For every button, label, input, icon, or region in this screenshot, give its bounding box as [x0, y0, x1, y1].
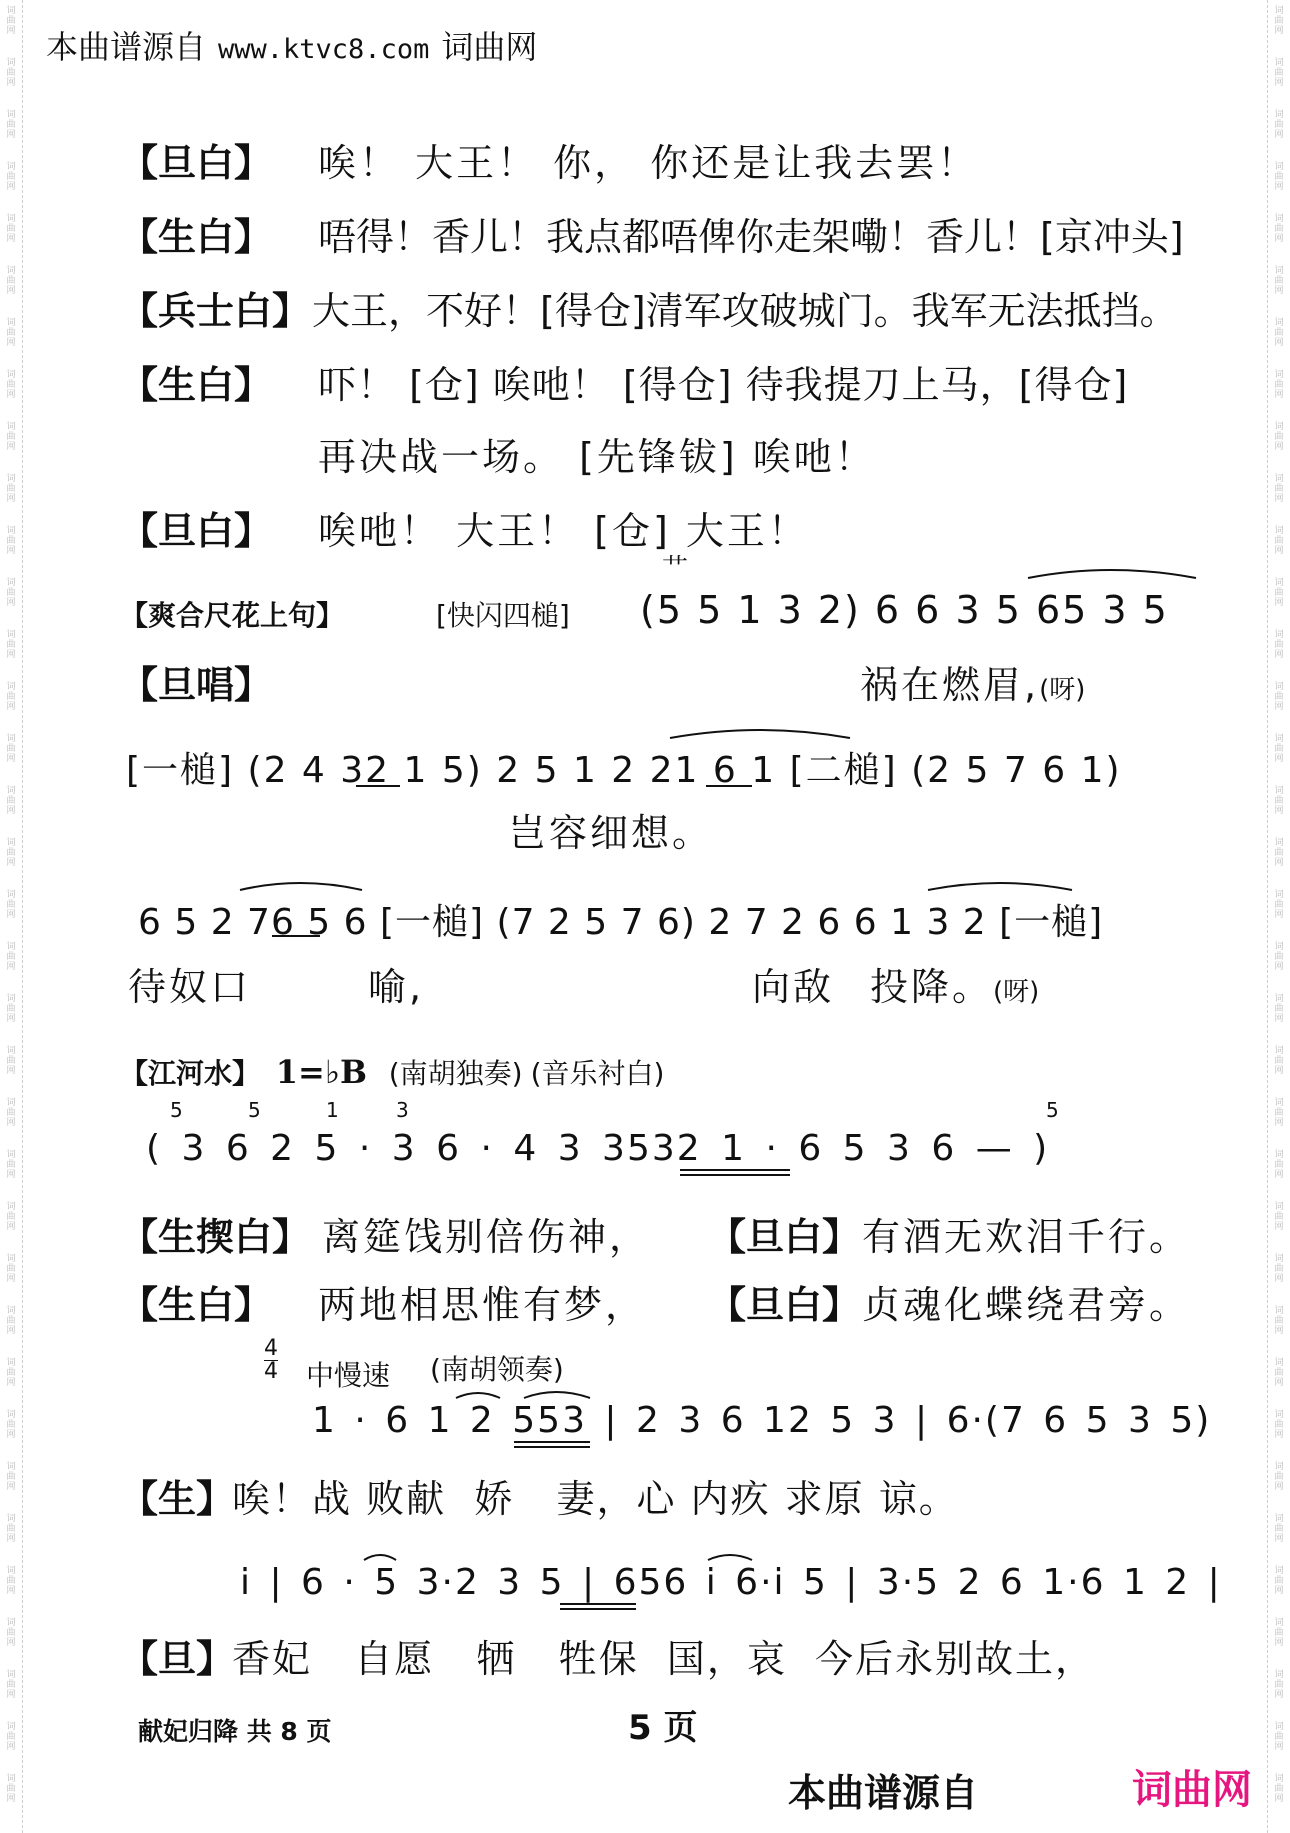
watermark-text: 词 曲 网	[1274, 994, 1284, 1024]
dialogue-text: 吓！ [仓] 唉吔！ [得仓] 待我提刀上马，[得仓]	[318, 363, 1129, 407]
tempo-marking: 中慢速	[306, 1359, 391, 1392]
dialogue-text: 唉吔！ 大王！ [仓] 大王！	[318, 509, 809, 553]
dialogue-text: 两地相思惟有梦，	[318, 1283, 647, 1327]
watermark-text: 词 曲 网	[1274, 214, 1284, 244]
watermark-text: 词 曲 网	[6, 1410, 16, 1440]
dialogue-text: 贞魂化蝶绕君旁。	[862, 1283, 1191, 1327]
watermark-text: 词 曲 网	[6, 1566, 16, 1596]
dialogue-text: 离筵饯别倍伤神，	[322, 1215, 651, 1259]
watermark-text: 词 曲 网	[1274, 1566, 1284, 1596]
slur-mark	[456, 1393, 500, 1398]
watermark-text: 词 曲 网	[1274, 890, 1284, 920]
key-signature: 1=♭B	[275, 1053, 367, 1091]
watermark-text: 词 曲 网	[1274, 1358, 1284, 1388]
watermark-text: 词 曲 网	[1274, 1618, 1284, 1648]
watermark-text: 词 曲 网	[1274, 838, 1284, 868]
instrument-note: (南胡独奏)	[388, 1057, 523, 1090]
watermark-text: 词 曲 网	[6, 1046, 16, 1076]
watermark-text: 词 曲 网	[1274, 1462, 1284, 1492]
watermark-text: 词 曲 网	[6, 1098, 16, 1128]
jianpu-notes: i | 6 · 5 3·2 3 5 | 656 i 6·i 5 | 3·5 2 6 1·6 1 2 |	[240, 1562, 1222, 1603]
watermark-text: 词 曲 网	[1274, 1514, 1284, 1544]
jianpu-notes: (5 5 1 3 2) 6 6 3 5 65 3 5	[640, 588, 1169, 632]
watermark-text: 词 曲 网	[1274, 1202, 1284, 1232]
jianpu-notes: ( 3 6 2 5 · 3 6 · 4 3 3532 1 · 6 5 3 6 — )	[146, 1128, 1050, 1169]
watermark-text: 词 曲 网	[6, 578, 16, 608]
watermark-text: 词 曲 网	[6, 474, 16, 504]
watermark-text: 词 曲 网	[6, 110, 16, 140]
lyric-segment: 向敌	[752, 965, 835, 1009]
role-label: 【兵士白】	[120, 289, 311, 333]
watermark-text: 词 曲 网	[6, 890, 16, 920]
role-label: 【生白】	[120, 1283, 273, 1327]
watermark-text: 词 曲 网	[6, 1306, 16, 1336]
role-label: 【旦白】	[120, 141, 273, 185]
watermark-text: 词 曲 网	[1274, 1774, 1284, 1804]
slur-mark	[928, 883, 1072, 890]
sanban-mark: 艹	[662, 554, 689, 584]
role-label: 【旦白】	[708, 1215, 861, 1259]
lyric-line: 祸在燃眉,(呀)	[860, 663, 1086, 707]
watermark-text: 词 曲 网	[1274, 422, 1284, 452]
watermark-text: 词 曲 网	[1274, 1098, 1284, 1128]
watermark-text: 词 曲 网	[6, 1774, 16, 1804]
dialogue-text: 大王，不好！[得仓]清军攻破城门。我军无法抵挡。	[312, 289, 1178, 333]
footer-source-label: 本曲谱源自	[788, 1771, 979, 1815]
slur-mark	[1028, 570, 1196, 578]
lyric-line: 香妃 自愿 牺 牲保 国，哀 今后永别故土，	[232, 1637, 1096, 1681]
tempo-note: (南胡领奏)	[430, 1353, 564, 1386]
jianpu-notes: 1 · 6 1 2 553 | 2 3 6 12 5 3 | 6·(7 6 5 3 5)	[312, 1400, 1212, 1441]
watermark-text: 词 曲 网	[1274, 630, 1284, 660]
grace-note: 3	[396, 1098, 409, 1122]
watermark-text: 词 曲 网	[6, 6, 16, 36]
watermark-text: 词 曲 网	[1274, 1150, 1284, 1180]
page-number: 5 页	[628, 1708, 698, 1748]
watermark-text: 词 曲 网	[6, 1202, 16, 1232]
watermark-text: 词 曲 网	[1274, 682, 1284, 712]
lyric-line: 唉！战 败献 娇 妻，心 内疚 求原 谅。	[232, 1477, 959, 1521]
watermark-text: 词 曲 网	[6, 162, 16, 192]
watermark-text: 词 曲 网	[6, 526, 16, 556]
dialogue-text: 唉！ 大王！ 你， 你还是让我去罢！	[318, 141, 979, 185]
grace-note: 5	[1046, 1098, 1059, 1122]
slur-mark	[524, 1392, 590, 1398]
watermark-text: 词 曲 网	[6, 1670, 16, 1700]
dialogue-text: 再决战一场。 [先锋钹] 唉吔！	[318, 435, 876, 479]
watermark-text: 词 曲 网	[1274, 578, 1284, 608]
watermark-text: 词 曲 网	[6, 370, 16, 400]
tune-name: 【爽合尺花上句】	[120, 599, 345, 632]
watermark-text: 词 曲 网	[6, 58, 16, 88]
watermark-text: 词 曲 网	[1274, 370, 1284, 400]
watermark-text: 词 曲 网	[6, 1722, 16, 1752]
watermark-text: 词 曲 网	[1274, 1410, 1284, 1440]
instrument-note: (音乐衬白)	[530, 1057, 665, 1090]
watermark-text: 词 曲 网	[6, 214, 16, 244]
lyric-segment: 投降。(呀)	[870, 965, 1040, 1009]
watermark-text: 词 曲 网	[6, 422, 16, 452]
watermark-text: 词 曲 网	[1274, 526, 1284, 556]
watermark-text: 词 曲 网	[6, 1150, 16, 1180]
role-label: 【生】	[120, 1477, 235, 1521]
watermark-text: 词 曲 网	[1274, 110, 1284, 140]
role-label: 【旦】	[120, 1637, 235, 1681]
role-label: 【旦白】	[120, 509, 273, 553]
grace-note: 1	[326, 1098, 339, 1122]
footer-title: 献妃归降 共 8 页	[138, 1717, 332, 1746]
percussion-cue: [快闪四槌]	[436, 599, 570, 632]
watermark-text: 词 曲 网	[6, 630, 16, 660]
watermark-text: 词 曲 网	[6, 1254, 16, 1284]
watermark-text: 词 曲 网	[6, 1358, 16, 1388]
watermark-text: 词 曲 网	[6, 318, 16, 348]
watermark-text: 词 曲 网	[1274, 1670, 1284, 1700]
watermark-text: 词 曲 网	[1274, 1306, 1284, 1336]
watermark-text: 词 曲 网	[1274, 474, 1284, 504]
lyric-segment: 喻,	[368, 965, 425, 1009]
watermark-text: 词 曲 网	[1274, 162, 1284, 192]
watermark-text: 词 曲 网	[6, 1462, 16, 1492]
watermark-text: 词 曲 网	[1274, 734, 1284, 764]
watermark-text: 词 曲 网	[1274, 1722, 1284, 1752]
watermark-text: 词 曲 网	[6, 682, 16, 712]
jianpu-notes: 6 5 2 76 5 6 [一槌] (7 2 5 7 6) 2 7 2 6 6 1 3 2 [一槌]	[138, 902, 1104, 943]
watermark-text: 词 曲 网	[6, 994, 16, 1024]
watermark-text: 词 曲 网	[1274, 6, 1284, 36]
slur-mark	[708, 1555, 752, 1560]
grace-note: 5	[170, 1098, 183, 1122]
header-url: www.ktvc8.com	[218, 34, 430, 65]
jianpu-notes: [一槌] (2 4 32 1 5) 2 5 1 2 21 6 1 [二槌] (2 5 7 6 1)	[126, 750, 1122, 791]
slur-mark	[670, 730, 850, 738]
lyric-line: 岂容细想。	[508, 811, 714, 855]
header-source-label: 本曲谱源自	[46, 28, 207, 66]
header-site-name: 词曲网	[441, 28, 538, 66]
role-label: 【旦白】	[708, 1283, 861, 1327]
watermark-text: 词 曲 网	[6, 786, 16, 816]
watermark-text: 词 曲 网	[6, 1514, 16, 1544]
footer-brand-logo: 词曲网	[1132, 1767, 1252, 1813]
role-label: 【生白】	[120, 363, 273, 407]
watermark-text: 词 曲 网	[1274, 1046, 1284, 1076]
watermark-text: 词 曲 网	[1274, 786, 1284, 816]
watermark-text: 词 曲 网	[6, 266, 16, 296]
role-label: 【生白】	[120, 215, 273, 259]
watermark-text: 词 曲 网	[1274, 942, 1284, 972]
dialogue-text: 有酒无欢泪千行。	[862, 1215, 1191, 1259]
slur-mark	[364, 1555, 396, 1560]
watermark-text: 词 曲 网	[6, 838, 16, 868]
dialogue-text: 唔得！香儿！我点都唔俾你走架嘞！香儿！[京冲头]	[318, 215, 1184, 259]
watermark-text: 词 曲 网	[6, 734, 16, 764]
lyric-segment: 待奴口	[128, 965, 252, 1009]
watermark-text: 词 曲 网	[6, 942, 16, 972]
watermark-text: 词 曲 网	[1274, 1254, 1284, 1284]
grace-note: 5	[248, 1098, 261, 1122]
watermark-text: 词 曲 网	[1274, 58, 1284, 88]
role-label: 【生揳白】	[120, 1215, 311, 1259]
watermark-text: 词 曲 网	[1274, 266, 1284, 296]
watermark-text: 词 曲 网	[6, 1618, 16, 1648]
time-signature: 4 4	[264, 1336, 278, 1384]
watermark-text: 词 曲 网	[1274, 318, 1284, 348]
tune-name: 【江河水】 1=♭B (南胡独奏) (音乐衬白)	[120, 1053, 665, 1091]
slur-mark	[240, 883, 362, 890]
role-label: 【旦唱】	[120, 663, 273, 707]
